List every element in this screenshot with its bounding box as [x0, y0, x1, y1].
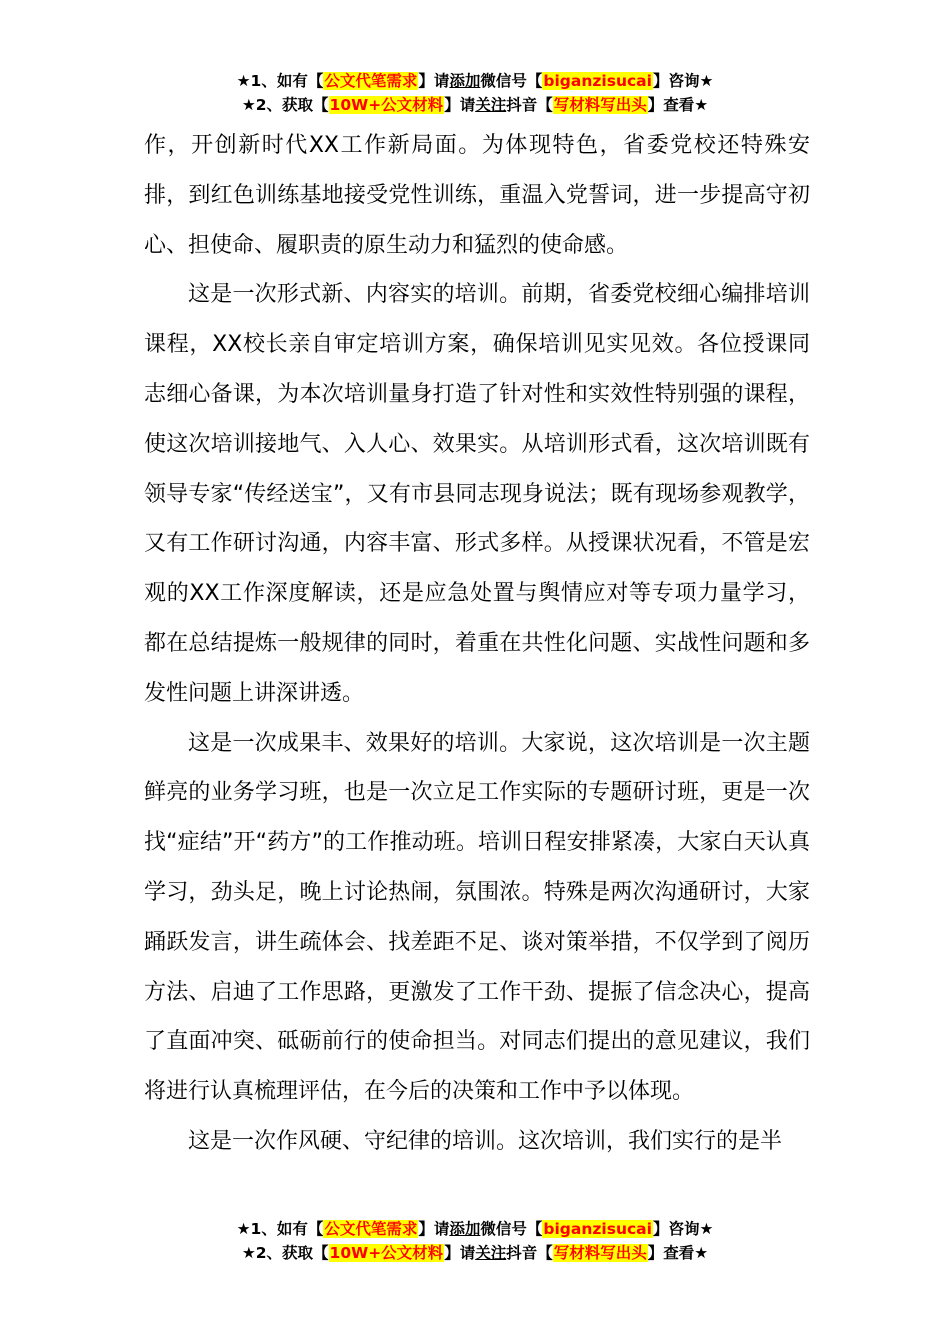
- highlight-materials: 10W+公文材料: [329, 1244, 444, 1262]
- highlight-wechat-id: biganzisucai: [543, 72, 652, 90]
- banner-line-2: ★2、获取【10W+公文材料】请关注抖音【写材料写出头】查看★: [241, 96, 709, 114]
- highlight-service: 公文代笔需求: [324, 72, 418, 90]
- highlight-wechat-id: biganzisucai: [543, 1220, 652, 1238]
- banner-line-1: ★1、如有【公文代笔需求】请添加微信号【biganzisucai】咨询★: [236, 72, 714, 90]
- footer-banner: [0, 1217, 950, 1265]
- header-banner: [0, 69, 950, 117]
- highlight-materials: 10W+公文材料: [329, 96, 444, 114]
- paragraph: 作，开创新时代XX工作新局面。为体现特色，省委党校还特殊安排，到红色训练基地接受党性训练，重温入党誓词，进一步提高守初心、担使命、履职责的原生动力和猛烈的使命感。: [144, 133, 810, 258]
- banner-line-2: ★2、获取【10W+公文材料】请关注抖音【写材料写出头】查看★: [241, 1244, 709, 1262]
- paragraph: 这是一次形式新、内容实的培训。前期，省委党校细心编排培训课程，XX校长亲自审定培训方案，确保培训见实见效。各位授课同志细心备课，为本次培训量身打造了针对性和实效性特别强的课程，使这次培训接地气、入人心、效果实。从培训形式看，这次培训既有领导专家“传经送宝”，又有市县同志现身说法；既有现场参观教学，又有工作研讨沟通，内容丰富、形式多样。从授课状况看，不管是宏观的XX工作深度解读，还是应急处置与舆情应对等专项力量学习，都在总结提炼一般规律的同时，着重在共性化问题、实战性问题和多发性问题上讲深讲透。: [144, 282, 810, 706]
- document-body: [144, 121, 810, 1167]
- highlight-service: 公文代笔需求: [324, 1220, 418, 1238]
- paragraph: 这是一次作风硬、守纪律的培训。这次培训，我们实行的是半: [188, 1128, 783, 1154]
- paragraph: 这是一次成果丰、效果好的培训。大家说，这次培训是一次主题鲜亮的业务学习班，也是一次立足工作实际的专题研讨班，更是一次找“症结”开“药方”的工作推动班。培训日程安排紧凑，大家白天认真学习，劲头足，晚上讨论热闹，氛围浓。特殊是两次沟通研讨，大家踊跃发言，讲生疏体会、找差距不足、谈对策举措，不仅学到了阅历方法、启迪了工作思路，更激发了工作干劲、提振了信念决心，提高了直面冲突、砥砺前行的使命担当。对同志们提出的意见建议，我们将进行认真梳理评估，在今后的决策和工作中予以体现。: [144, 730, 810, 1105]
- highlight-douyin: 写材料写出头: [553, 96, 647, 114]
- banner-line-1: ★1、如有【公文代笔需求】请添加微信号【biganzisucai】咨询★: [236, 1220, 714, 1238]
- highlight-douyin: 写材料写出头: [553, 1244, 647, 1262]
